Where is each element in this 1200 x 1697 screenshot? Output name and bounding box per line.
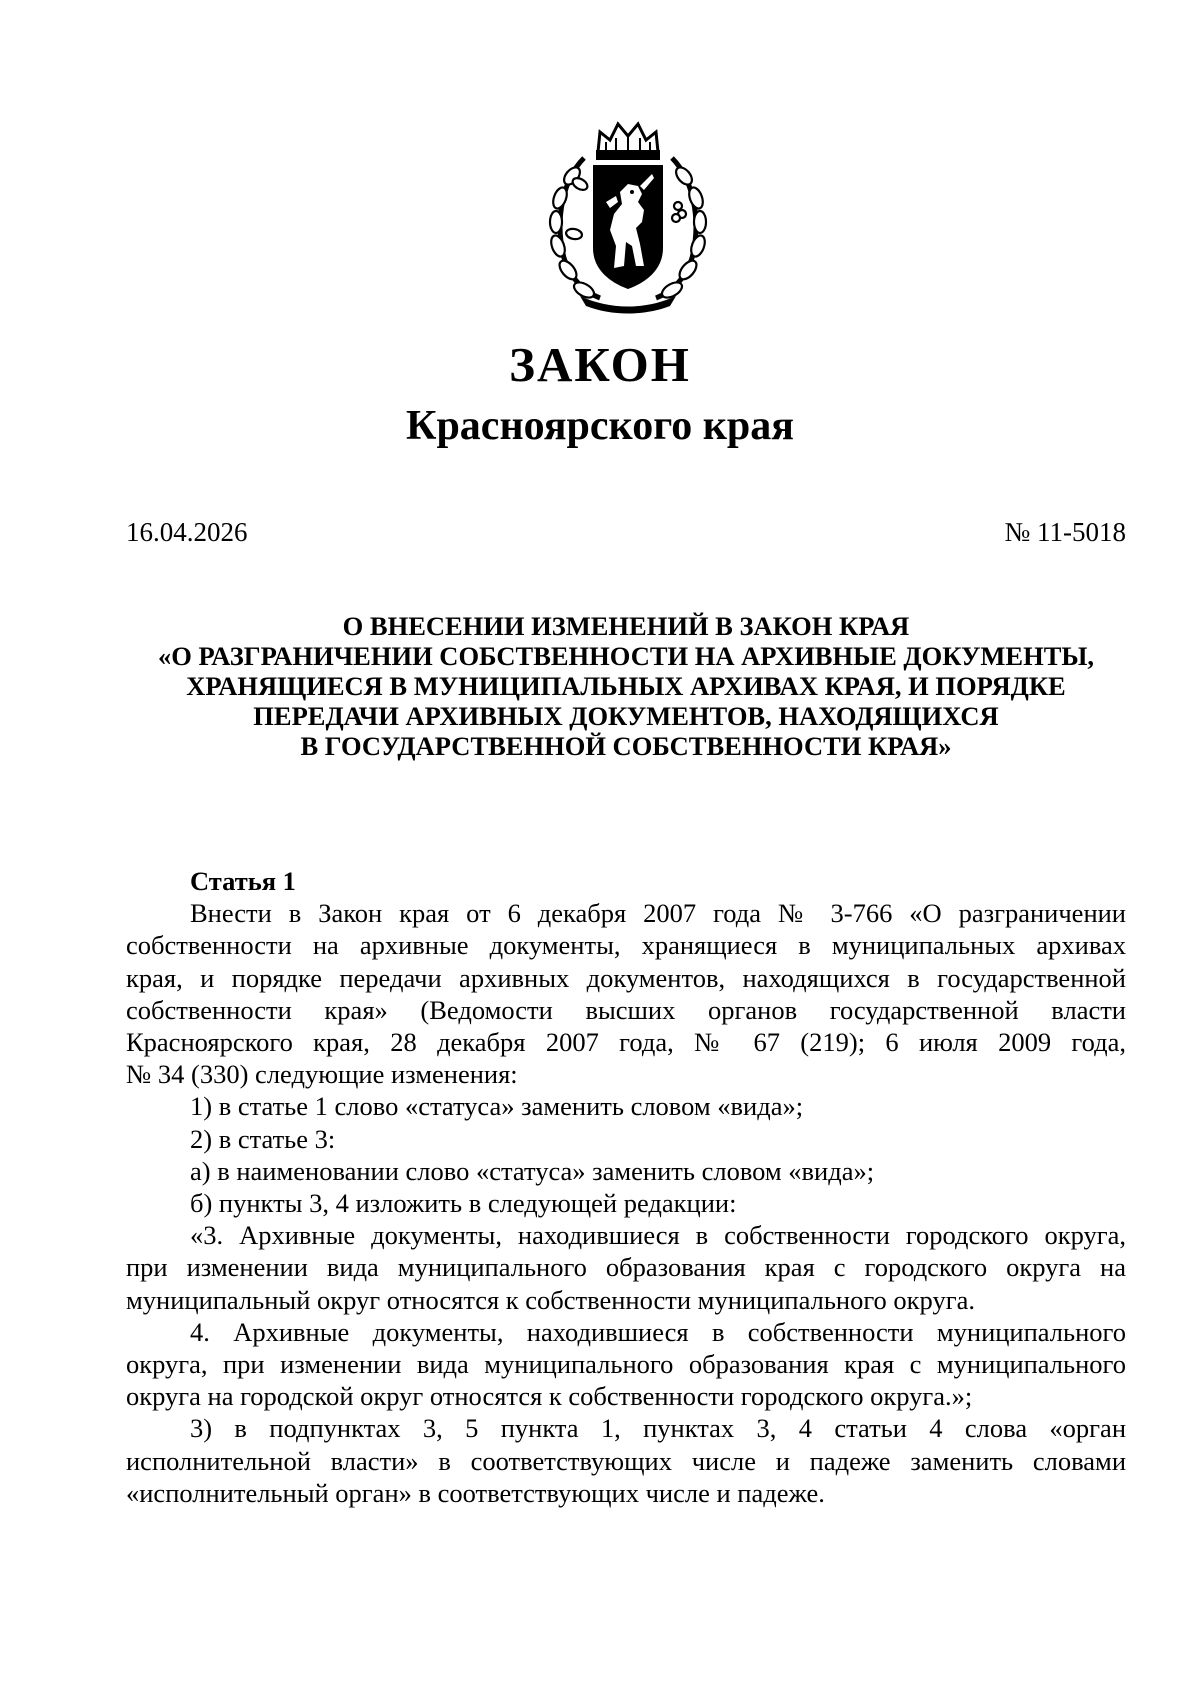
document-date: 16.04.2026 [126,517,248,547]
text-line: 2) в статье 3: [190,1123,336,1154]
text-line: муниципальный округ относятся к собственности муниципального округа. [126,1284,975,1315]
article-title: Статья 1 [190,866,296,896]
document-subtitle: Красноярского края [405,403,795,449]
document-number: № 11-5018 [1004,517,1126,547]
text-line: округа, при изменении вида муниципального образования края с муниципального [126,1349,1126,1380]
heading-line: В ГОСУДАРСТВЕННОЙ СОБСТВЕННОСТИ КРАЯ» [300,731,952,761]
text-line: 3) в подпунктах 3, 5 пункта 1, пунктах 3, 4 статьи 4 слова «орган [190,1413,1126,1444]
text-line: края, и порядке передачи архивных документов, находящихся в государственной [126,962,1126,993]
heading-line: ПЕРЕДАЧИ АРХИВНЫХ ДОКУМЕНТОВ, НАХОДЯЩИХСЯ [253,701,999,731]
article-text [126,897,1126,1509]
text-line: собственности на архивные документы, хранящиеся в муниципальных архивах [126,930,1126,961]
text-line: при изменении вида муниципального образования края с городского округа на [126,1252,1126,1283]
heading-line: ХРАНЯЩИЕСЯ В МУНИЦИПАЛЬНЫХ АРХИВАХ КРАЯ, И ПОРЯДКЕ [186,671,1066,701]
document-heading [126,611,1126,761]
text-line: б) пункты 3, 4 изложить в следующей редакции: [190,1188,737,1219]
document-title: ЗАКОН [509,337,691,392]
heading-line: О ВНЕСЕНИИ ИЗМЕНЕНИЙ В ЗАКОН КРАЯ [342,611,910,641]
text-line: собственности края» (Ведомости высших органов государственной власти [126,994,1126,1025]
text-line: «исполнительный орган» в соответствующих числе и падеже. [126,1477,825,1508]
krasnoyarsk-coat-of-arms-icon [540,118,716,314]
document-meta-row [126,516,1126,548]
text-line: Красноярского края, 28 декабря 2007 года, № 67 (219); 6 июля 2009 года, [126,1027,1126,1058]
text-line: 4. Архивные документы, находившиеся в собственности муниципального [190,1316,1126,1347]
heading-line: «О РАЗГРАНИЧЕНИИ СОБСТВЕННОСТИ НА АРХИВНЫЕ ДОКУМЕНТЫ, [157,641,1095,671]
text-line: округа на городской округ относятся к собственности городского округа.»; [126,1381,973,1412]
text-line: 1) в статье 1 слово «статуса» заменить словом «вида»; [190,1091,804,1122]
text-line: № 34 (330) следующие изменения: [126,1059,518,1090]
text-line: «3. Архивные документы, находившиеся в собственности городского округа, [190,1220,1126,1251]
text-line: Внести в Закон края от 6 декабря 2007 года № 3-766 «О разграничении [190,898,1126,929]
text-line: исполнительной власти» в соответствующих числе и падеже заменить словами [126,1445,1126,1476]
document-body [126,865,1126,1509]
text-line: а) в наименовании слово «статуса» заменить словом «вида»; [190,1155,875,1186]
